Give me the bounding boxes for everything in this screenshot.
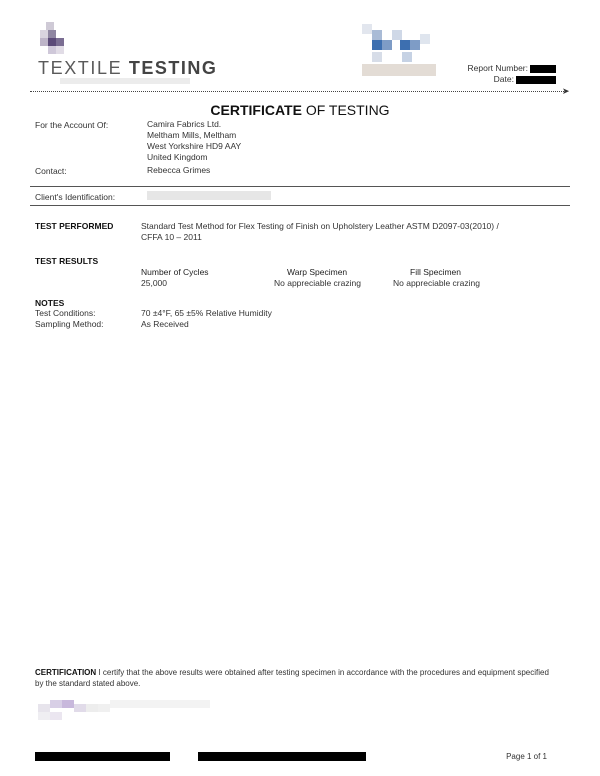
title-rest: OF TESTING <box>305 102 390 118</box>
date-redaction <box>516 76 556 84</box>
certification-block <box>35 668 555 689</box>
badge-caption-blur <box>362 64 436 76</box>
title-bold: CERTIFICATE <box>210 102 302 118</box>
signature-blur <box>38 700 208 720</box>
test-method-line: Standard Test Method for Flex Testing of Finish on Upholstery Leather ASTM D2097-03(2010) / <box>141 221 499 231</box>
report-number-label: Report Number: <box>467 63 528 73</box>
logo-light: TEXTILE <box>38 58 123 78</box>
cell-cycles: 25,000 <box>141 278 167 288</box>
test-performed-text <box>141 221 561 243</box>
account-line: Camira Fabrics Ltd. <box>147 119 222 129</box>
column-header-cycles: Number of Cycles <box>141 267 209 277</box>
page-number: Page 1 of 1 <box>506 752 547 761</box>
logo-subtitle-blur <box>60 78 190 84</box>
note-label: Test Conditions: <box>35 308 96 318</box>
header-divider <box>30 91 564 92</box>
logo-bold: TESTING <box>128 58 218 78</box>
account-line: West Yorkshire HD9 AAY <box>147 141 242 151</box>
date-row <box>468 74 556 85</box>
client-id-label: Client's Identification: <box>35 192 116 202</box>
test-results-heading: TEST RESULTS <box>35 256 99 266</box>
note-value: 70 ±4°F, 65 ±5% Relative Humidity <box>141 308 272 318</box>
note-label: Sampling Method: <box>35 319 104 329</box>
document-title <box>0 102 600 118</box>
contact-label: Contact: <box>35 166 67 176</box>
certification-text: I certify that the above results were obtained after testing specimen in accordance with the procedures and equipment specified by the standard stated above. <box>35 668 549 688</box>
report-number-row <box>468 63 556 74</box>
certification-label: CERTIFICATION <box>35 668 97 677</box>
report-number-redaction <box>530 65 556 73</box>
date-label: Date: <box>493 74 514 84</box>
arrow-icon: ➤ <box>562 86 570 96</box>
divider <box>30 205 570 206</box>
divider <box>30 186 570 187</box>
contact-value: Rebecca Grimes <box>147 165 211 175</box>
report-meta <box>468 63 556 85</box>
logo-text <box>38 58 217 79</box>
client-id-redaction <box>147 191 271 200</box>
test-method-line: CFFA 10 – 2011 <box>141 232 202 242</box>
account-lines <box>147 119 241 163</box>
test-performed-heading: TEST PERFORMED <box>35 221 114 231</box>
note-value: As Received <box>141 319 189 329</box>
account-line: United Kingdom <box>147 152 208 162</box>
footer-redaction <box>198 752 366 761</box>
cell-warp: No appreciable crazing <box>274 278 361 288</box>
column-header-warp: Warp Specimen <box>287 267 348 277</box>
column-header-fill: Fill Specimen <box>410 267 462 277</box>
account-line: Meltham Mills, Meltham <box>147 130 237 140</box>
logo-mark <box>40 22 70 56</box>
notes-heading: NOTES <box>35 298 65 308</box>
account-label: For the Account Of: <box>35 120 109 130</box>
cell-fill: No appreciable crazing <box>393 278 480 288</box>
footer-redaction <box>35 752 170 761</box>
